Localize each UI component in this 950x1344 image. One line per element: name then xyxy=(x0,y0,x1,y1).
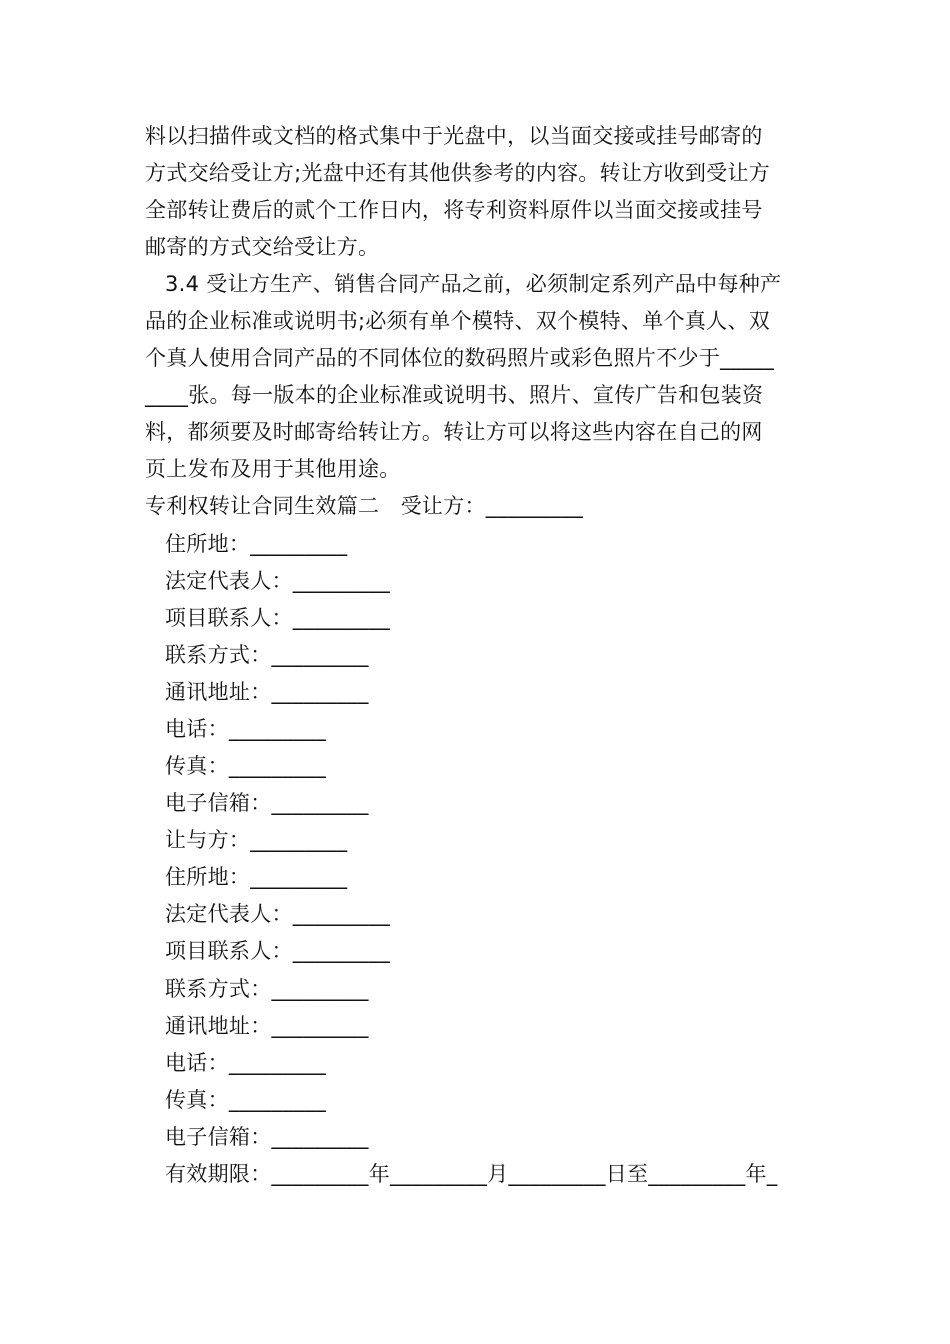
paragraph-2-line: 料，都须要及时邮寄给转让方。转让方可以将这些内容在自己的网 xyxy=(145,420,763,444)
paragraph-1-line: 方式交给受让方;光盘中还有其他供参考的内容。转让方收到受让方 xyxy=(145,161,771,185)
paragraph-2-line: ____张。每一版本的企业标准或说明书、照片、宣传广告和包装资 xyxy=(145,383,764,407)
form-field-email: 电子信箱：_________ xyxy=(165,791,369,815)
section-heading: 专利权转让合同生效篇二 受让方：_________ xyxy=(145,494,583,518)
form-field-mailing-address: 通讯地址：_________ xyxy=(165,680,369,704)
paragraph-2-line: 个真人使用合同产品的不同体位的数码照片或彩色照片不少于_____ xyxy=(145,346,775,370)
form-field-fax: 传真：_________ xyxy=(165,754,327,778)
form-field-phone: 电话：_________ xyxy=(165,1051,327,1075)
form-field-project-contact: 项目联系人：_________ xyxy=(165,606,390,630)
form-field-contact-method: 联系方式：_________ xyxy=(165,977,369,1001)
paragraph-1-line: 料以扫描件或文档的格式集中于光盘中，以当面交接或挂号邮寄的 xyxy=(145,124,763,148)
form-field-fax: 传真：_________ xyxy=(165,1088,327,1112)
form-field-legal-rep: 法定代表人：_________ xyxy=(165,902,390,926)
form-field-email: 电子信箱：_________ xyxy=(165,1125,369,1149)
paragraph-1-line: 邮寄的方式交给受让方。 xyxy=(145,235,380,259)
form-field-project-contact: 项目联系人：_________ xyxy=(165,939,390,963)
form-field-address: 住所地：_________ xyxy=(165,865,348,889)
form-field-address: 住所地：_________ xyxy=(165,532,348,556)
form-field-mailing-address: 通讯地址：_________ xyxy=(165,1014,369,1038)
paragraph-2-line: 3.4 受让方生产、销售合同产品之前，必须制定系列产品中每种产 xyxy=(165,272,782,296)
form-field-transferor: 让与方：_________ xyxy=(165,828,348,852)
paragraph-2-line: 品的企业标准或说明书;必须有单个模特、双个模特、单个真人、双 xyxy=(145,309,771,333)
form-field-validity-period: 有效期限：_________年_________月_________日至_________年_ xyxy=(165,1162,778,1186)
form-field-phone: 电话：_________ xyxy=(165,717,327,741)
form-field-contact-method: 联系方式：_________ xyxy=(165,643,369,667)
paragraph-1-line: 全部转让费后的贰个工作日内，将专利资料原件以当面交接或挂号 xyxy=(145,198,763,222)
paragraph-2-line: 页上发布及用于其他用途。 xyxy=(145,457,401,481)
form-field-legal-rep: 法定代表人：_________ xyxy=(165,569,390,593)
